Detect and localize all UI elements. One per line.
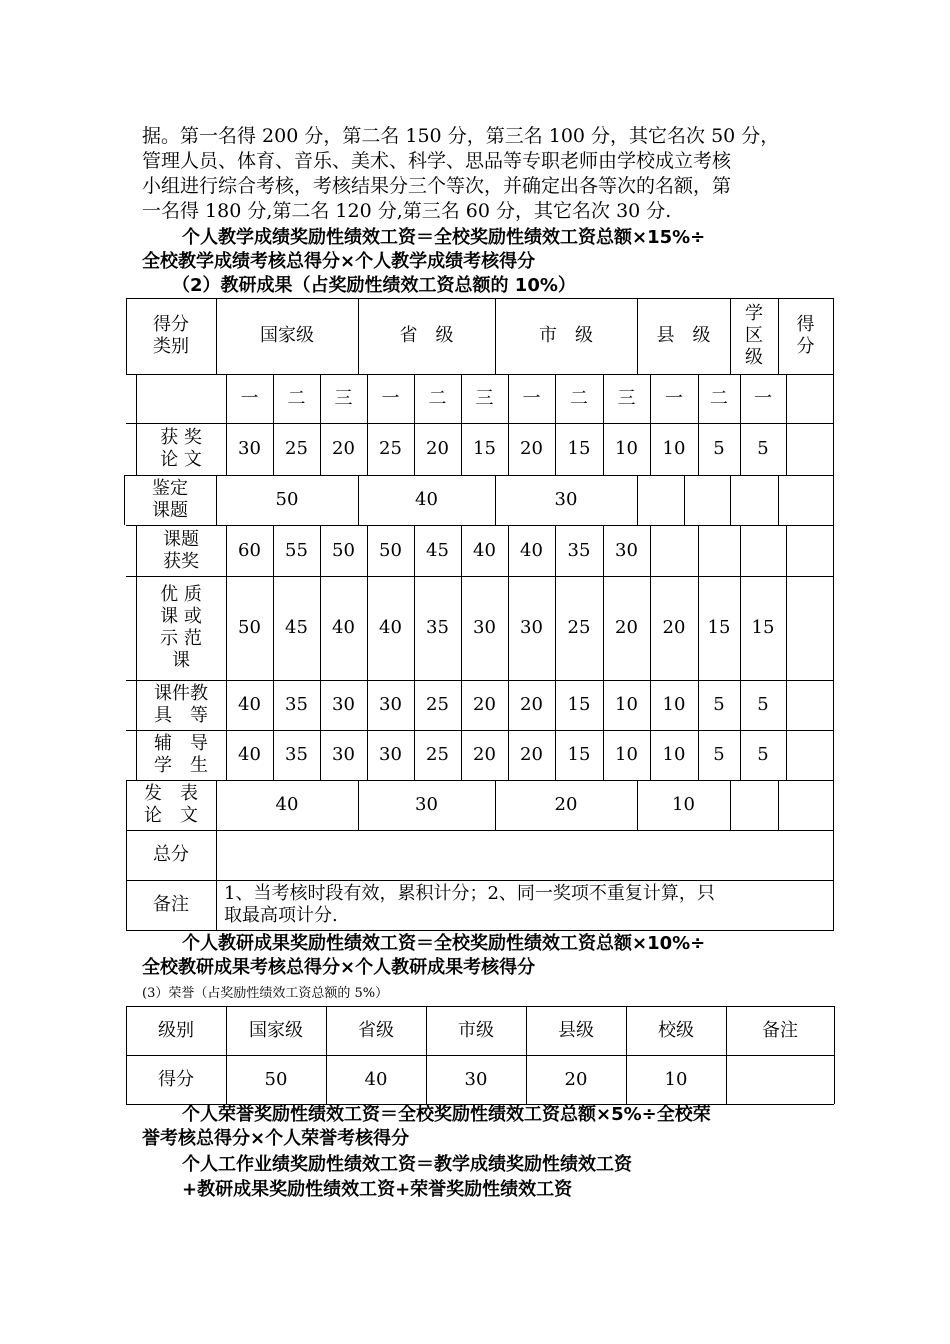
score-cell: 20 [520, 694, 543, 715]
row-label-cell [124, 475, 216, 525]
score-cell: 45 [285, 617, 308, 638]
score-cell: 20 [473, 744, 496, 765]
score-cell: 5 [757, 438, 769, 459]
table-border [786, 374, 787, 475]
grade-cell: 二 [428, 387, 447, 409]
grade-cell: 三 [475, 387, 494, 409]
row-label-cell-text: 获奖 [163, 550, 199, 572]
table-border [684, 475, 685, 525]
table-border [320, 525, 321, 780]
header-category-cell-text: 类别 [153, 336, 189, 357]
score-cell: 20 [473, 694, 496, 715]
formula-research-line1: 个人教研成果奖励性绩效工资＝全校奖励性绩效工资总额×10%÷ [182, 933, 706, 954]
header-category-cell [126, 298, 216, 374]
note-text-cell-text: 1、当考核时段有效，累积计分；2、同一奖项不重复计算，只 [224, 883, 715, 904]
score-cell: 15 [567, 438, 591, 459]
score-cell: 10 [662, 744, 686, 765]
grade-cell: 三 [617, 387, 636, 409]
row-label-cell [136, 525, 226, 576]
score-cell: 50 [238, 617, 261, 638]
row-label-cell-text: 课题 [152, 500, 188, 521]
formula-honor-line1: 个人荣誉奖励性绩效工资＝全校奖励性绩效工资总额×5%÷全校荣 [182, 1104, 711, 1125]
score-cell: 40 [332, 617, 355, 638]
row-label-cell-text: 学 生 [154, 755, 208, 776]
score-cell: 5 [757, 694, 769, 715]
score-cell: 5 [713, 694, 725, 715]
honor-score-cell: 得分 [158, 1068, 194, 1090]
table-border [833, 298, 834, 930]
empty-cell [730, 780, 778, 830]
table-border [495, 298, 496, 374]
table-border [461, 374, 462, 475]
table-border [698, 525, 699, 780]
table-border [730, 475, 731, 525]
empty-cell [730, 475, 778, 525]
score-cell: 25 [426, 694, 449, 715]
table-border [216, 780, 217, 830]
header-county: 县 级 [656, 325, 711, 346]
table-border [273, 525, 274, 780]
grade-label-cell [136, 374, 226, 423]
row-label-cell [136, 576, 226, 680]
header-category-cell-text: 得分 [153, 314, 189, 335]
table-border [555, 525, 556, 780]
merged-score-cell: 10 [672, 794, 695, 815]
table-border [216, 830, 217, 930]
score-cell: 30 [238, 438, 261, 459]
table-border [778, 298, 779, 374]
table-border [414, 374, 415, 475]
header-score [778, 298, 833, 374]
honor-header-cell: 级别 [158, 1019, 194, 1041]
row-label-cell-text: 课题 [163, 528, 199, 550]
row-label-cell-text: 示 范 [160, 628, 202, 649]
score-cell: 35 [567, 539, 591, 561]
score-cell: 30 [379, 744, 402, 765]
honor-score-cell: 10 [664, 1068, 688, 1090]
score-cell: 10 [615, 694, 638, 715]
score-cell: 5 [757, 744, 769, 765]
empty-cell [684, 475, 730, 525]
note-text-cell [216, 880, 834, 930]
table-border [358, 298, 359, 374]
table-border [124, 475, 125, 525]
table-border [637, 475, 638, 525]
score-cell: 40 [379, 617, 402, 638]
row-label-cell-text: 鉴定 [152, 478, 188, 499]
score-cell [698, 525, 740, 576]
honor-header-cell: 国家级 [249, 1019, 303, 1041]
grade-cell: 三 [334, 387, 353, 409]
note-text-cell-text: 取最高项计分. [224, 905, 338, 926]
header-national: 国家级 [260, 325, 314, 346]
grade-cell: 一 [665, 387, 683, 409]
table-border [136, 374, 137, 475]
table-border [650, 374, 651, 475]
header-province: 省 级 [399, 325, 454, 346]
header-district-text: 学 [745, 303, 763, 324]
merged-score-cell: 20 [554, 794, 578, 815]
row-label-cell-text: 获 奖 [160, 427, 202, 448]
table-border [358, 780, 359, 830]
score-cell: 25 [285, 438, 308, 459]
score-cell: 20 [520, 438, 543, 459]
score-cell: 35 [426, 617, 449, 638]
table-border [740, 374, 741, 475]
table-border [126, 780, 127, 930]
table-border [495, 475, 496, 525]
table-border [508, 525, 509, 780]
score-cell: 60 [238, 539, 261, 561]
honor-header-cell: 校级 [658, 1019, 694, 1041]
table-border [320, 374, 321, 475]
score-cell [740, 525, 786, 576]
empty-cell [778, 475, 834, 525]
intro-line: 一名得 180 分,第二名 120 分,第三名 60 分，其它名次 30 分. [142, 200, 672, 222]
table-border [273, 374, 274, 475]
intro-line: 小组进行综合考核，考核结果分三个等次，并确定出各等次的名额，第 [142, 175, 732, 197]
table-border [650, 525, 651, 780]
table-border [555, 374, 556, 475]
empty-cell [637, 475, 684, 525]
score-cell: 40 [520, 539, 543, 561]
merged-score-cell: 30 [554, 489, 578, 510]
score-cell: 30 [473, 617, 496, 638]
table-border [637, 298, 638, 374]
score-cell: 30 [332, 694, 355, 715]
table-border [637, 780, 638, 830]
table-border [414, 525, 415, 780]
score-total-cell [786, 730, 834, 780]
formula-teaching-line2: 全校教学成绩考核总得分×个人教学成绩考核得分 [142, 251, 536, 272]
score-cell: 20 [615, 617, 638, 638]
table-border [461, 525, 462, 780]
table-border [603, 525, 604, 780]
row-label-cell-text: 课 或 [160, 606, 202, 627]
score-cell: 10 [662, 694, 686, 715]
header-city: 市 级 [539, 325, 593, 346]
table-border [730, 298, 731, 374]
score-cell: 35 [285, 694, 308, 715]
grade-cell: 二 [710, 387, 728, 409]
score-cell: 25 [379, 438, 402, 459]
table-border [778, 780, 779, 830]
section-honor-title: (3）荣誉（占奖励性绩效工资总额的 5%） [142, 986, 389, 1001]
table-border [495, 780, 496, 830]
score-total-cell [786, 576, 834, 680]
row-label-cell [126, 780, 216, 830]
score-total-cell [786, 680, 834, 730]
header-district-text: 区 [745, 325, 763, 346]
row-label-cell-text: 发 表 [144, 783, 198, 804]
table-border [226, 374, 227, 475]
score-cell: 10 [662, 438, 686, 459]
header-district [730, 298, 778, 374]
score-cell: 20 [332, 438, 355, 459]
score-cell: 25 [426, 744, 449, 765]
score-cell: 30 [615, 539, 638, 561]
header-score-text: 得 [796, 314, 815, 335]
merged-score-cell: 30 [415, 794, 438, 815]
formula-total-line1: 个人工作业绩奖励性绩效工资＝教学成绩奖励性绩效工资 [182, 1154, 632, 1175]
score-cell: 50 [379, 539, 402, 561]
table-border [216, 298, 217, 374]
score-total-cell [786, 525, 834, 576]
intro-line: 据。第一名得 200 分，第二名 150 分，第三名 100 分，其它名次 50 分， [142, 125, 780, 147]
table-border [730, 780, 731, 830]
score-cell: 10 [615, 438, 638, 459]
table-border [778, 475, 779, 525]
total-label-cell: 总分 [153, 844, 189, 865]
score-cell [650, 525, 698, 576]
score-cell: 20 [426, 438, 449, 459]
score-cell: 15 [751, 617, 775, 638]
honor-score-cell: 50 [264, 1068, 288, 1090]
honor-score-cell [726, 1055, 834, 1104]
score-cell: 40 [238, 694, 261, 715]
table-border [226, 525, 227, 780]
table-border [603, 374, 604, 475]
grade-cell: 一 [522, 387, 541, 409]
empty-cell [778, 780, 834, 830]
score-cell: 55 [285, 539, 308, 561]
score-cell: 30 [520, 617, 543, 638]
table-border [136, 525, 137, 780]
table-border [358, 475, 359, 525]
score-cell: 20 [520, 744, 543, 765]
table-border [786, 525, 787, 780]
formula-teaching-line1: 个人教学成绩奖励性绩效工资＝全校奖励性绩效工资总额×15%÷ [182, 227, 706, 248]
table-border [126, 298, 127, 374]
honor-header-cell: 省级 [358, 1019, 394, 1041]
formula-research-line2: 全校教研成果考核总得分×个人教研成果考核得分 [142, 957, 536, 978]
score-total-cell [786, 423, 834, 475]
score-cell: 50 [332, 539, 355, 561]
table-border [367, 374, 368, 475]
row-label-cell-text: 论 文 [160, 449, 202, 470]
score-cell: 30 [332, 744, 355, 765]
score-cell: 10 [615, 744, 638, 765]
row-label-cell [136, 423, 226, 475]
honor-score-cell: 40 [364, 1068, 388, 1090]
table-row-border [126, 930, 834, 931]
score-cell: 15 [707, 617, 731, 638]
formula-honor-line2: 誉考核总得分×个人荣誉考核得分 [142, 1128, 410, 1149]
row-label-cell [136, 730, 226, 780]
score-cell: 5 [713, 744, 725, 765]
score-cell: 40 [238, 744, 261, 765]
table-border [698, 374, 699, 475]
row-label-cell-text: 课 [171, 650, 190, 671]
row-label-cell-text: 辅 导 [154, 733, 208, 754]
score-cell: 20 [662, 617, 686, 638]
score-cell: 15 [473, 438, 496, 459]
row-label-cell [136, 680, 226, 730]
grade-cell: 一 [240, 387, 259, 409]
note-label-cell: 备注 [153, 894, 189, 915]
table-border [216, 475, 217, 525]
honor-score-cell: 30 [464, 1068, 488, 1090]
honor-header-cell: 市级 [458, 1019, 494, 1041]
score-cell: 5 [713, 438, 725, 459]
table-border [740, 525, 741, 780]
table-border [508, 374, 509, 475]
header-score-text: 分 [796, 336, 815, 357]
score-cell: 45 [426, 539, 449, 561]
score-cell: 25 [567, 617, 591, 638]
honor-header-cell: 备注 [762, 1019, 798, 1041]
grade-cell: 一 [381, 387, 400, 409]
merged-score-cell: 50 [275, 489, 299, 510]
intro-line: 管理人员、体育、音乐、美术、科学、思品等专职老师由学校成立考核 [142, 150, 732, 172]
grade-cell: 一 [754, 387, 772, 409]
score-cell: 40 [473, 539, 496, 561]
total-value-cell [216, 830, 834, 880]
row-label-cell-text: 具 等 [154, 705, 208, 726]
row-label-cell-text: 课件教 [154, 683, 208, 704]
formula-total-line2: +教研成果奖励性绩效工资+荣誉奖励性绩效工资 [182, 1179, 573, 1200]
honor-score-cell: 20 [564, 1068, 588, 1090]
score-cell: 30 [379, 694, 402, 715]
merged-score-cell: 40 [275, 794, 299, 815]
merged-score-cell: 40 [415, 489, 438, 510]
table-border [367, 525, 368, 780]
score-cell: 15 [567, 744, 591, 765]
header-district-text: 级 [745, 347, 763, 368]
table-col-border [834, 1006, 835, 1104]
row-label-cell-text: 优 质 [160, 584, 202, 605]
grade-cell: 二 [287, 387, 306, 409]
score-cell: 35 [285, 744, 308, 765]
score-cell: 15 [567, 694, 591, 715]
section-research-title: （2）教研成果（占奖励性绩效工资总额的 10%） [172, 275, 576, 296]
honor-header-cell: 县级 [558, 1019, 594, 1041]
grade-cell: 二 [570, 387, 588, 409]
row-label-cell-text: 论 文 [144, 805, 198, 826]
